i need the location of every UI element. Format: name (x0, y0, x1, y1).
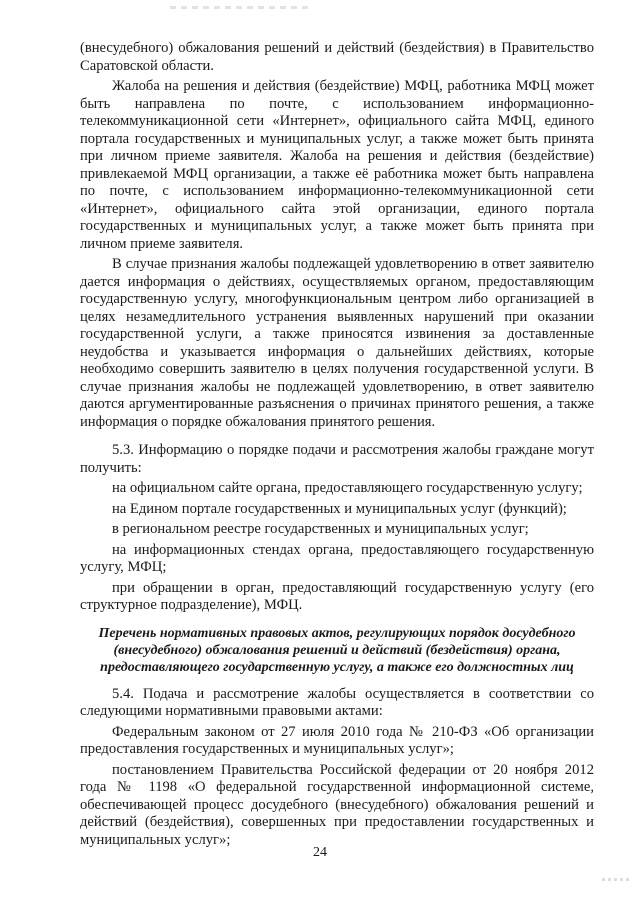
section-5-4-item-government-decree: постановлением Правительства Российской федерации от 20 ноября 2012 года № 1198 «О федеральной государственной информационной системе, обеспечивающей процесс досудебного (внесудебного) обжалования решений и действий (бездействия), совершенных при предоставлении государственных и муниципальных услуг»; (80, 761, 594, 848)
paragraph-mfc-complaint: Жалоба на решения и действия (бездействие) МФЦ, работника МФЦ может быть направлена по почте, с использованием информационно-телекоммуникационной сети «Интернет», официального сайта МФЦ, единого портала государственных и муниципальных услуг, а также может быть принята при личном приеме заявителя. Жалоба на решения и действия (бездействие) привлекаемой МФЦ организации, а также её работника может быть направлена по почте, с использованием информационно-телекоммуникационной сети «Интернет», официального сайта этой организации, единого портала государственных и муниципальных услуг, а также может быть принята при личном приеме заявителя. (80, 78, 594, 252)
page-number: 24 (313, 845, 327, 860)
paragraph-continuation: (внесудебного) обжалования решений и действий (бездействия) в Правительство Саратовской области. (80, 40, 594, 74)
paragraph-complaint-satisfied: В случае признания жалобы подлежащей удовлетворению в ответ заявителю дается информация о действиях, осуществляемых органом, предоставляющим государственную услугу, многофункциональным центром либо организацией в целях незамедлительного устранения выявленных нарушений при оказании государственной услуги, а также приносятся извинения за доставленные неудобства и указывается информация о дальнейших действиях, которые необходимо совершить заявителю в целях получения государственной услуги. В случае признания жалобы не подлежащей удовлетворению, в ответ заявителю даются аргументированные разъяснения о причинах принятого решения, а также информация о порядке обжалования принятого решения. (80, 256, 594, 430)
document-body (80, 40, 594, 852)
section-5-3-item-unified-portal: на Едином портале государственных и муниципальных услуг (функций); (112, 500, 567, 517)
section-5-3-item-direct-appeal: при обращении в орган, предоставляющий государственную услугу (его структурное подразделение), МФЦ. (80, 579, 594, 613)
section-5-3-item-regional-registry: в региональном реестре государственных и муниципальных услуг; (112, 521, 529, 537)
section-5-3-intro: 5.3. Информацию о порядке подачи и рассмотрения жалобы граждане могут получить: (80, 442, 594, 476)
scan-artifact (170, 6, 310, 9)
section-heading-normative-acts: Перечень нормативных правовых актов, регулирующих порядок досудебного (внесудебного) обжалования решений и действий (бездействия) органа, предоставляющего государственную услугу, а также его должностных лиц (98, 625, 576, 675)
section-5-4-item-federal-law: Федеральным законом от 27 июля 2010 года № 210-ФЗ «Об организации предоставления государственных и муниципальных услуг»; (80, 723, 594, 757)
section-5-4-intro: 5.4. Подача и рассмотрение жалобы осуществляется в соответствии со следующими нормативными правовыми актами: (80, 685, 594, 719)
scan-artifact-corner (602, 878, 632, 881)
section-5-3-item-official-site: на официальном сайте органа, предоставляющего государственную услугу; (112, 480, 583, 496)
section-5-3-item-info-stands: на информационных стендах органа, предоставляющего государственную услугу, МФЦ; (80, 541, 594, 575)
